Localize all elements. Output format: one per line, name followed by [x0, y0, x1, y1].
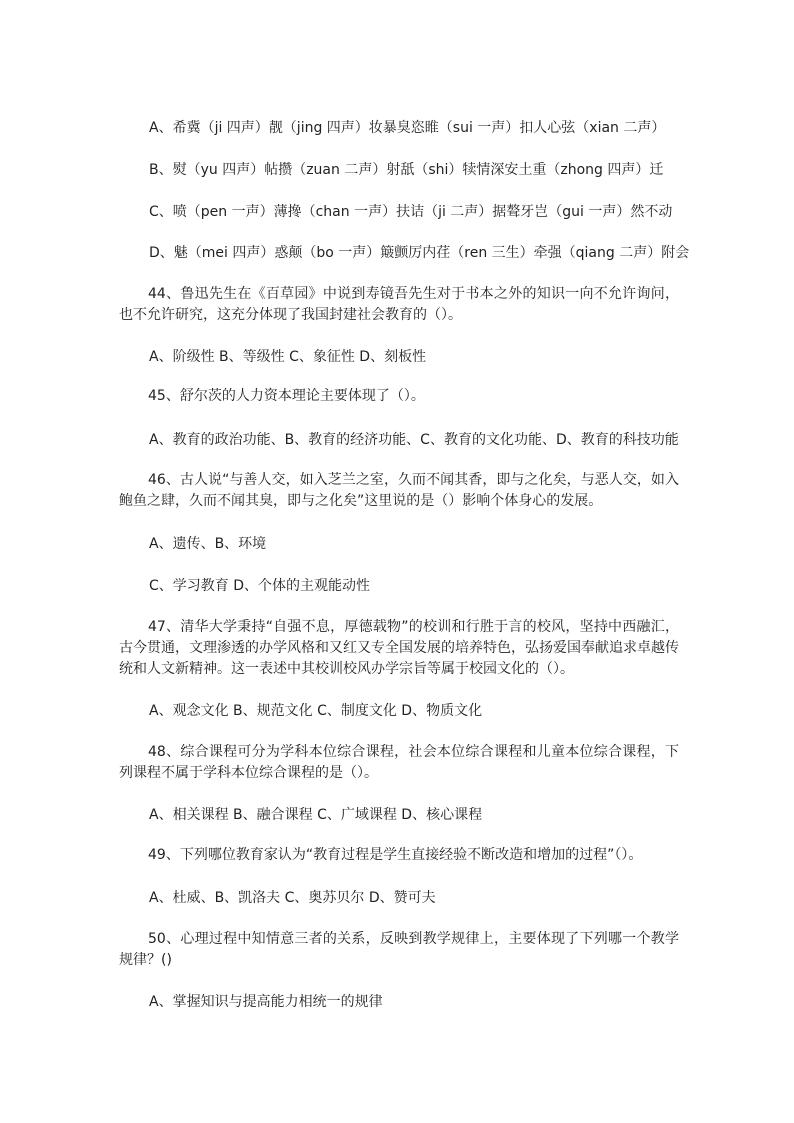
q46-stem: 46、古人说“与善人交，如入芝兰之室，久而不闻其香，即与之化矣，与恶人交，如入鲍鱼之肆，久而不闻其臭，即与之化矣”这里说的是（）影响个体身心的发展。 — [119, 472, 679, 509]
q43-option-d: D、魅（mei 四声）惑颠（bo 一声）簸颤厉内荏（ren 三生）牵强（qiang 二声）附会 — [149, 245, 690, 261]
q49-options: A、杜威、B、凯洛夫 C、奥苏贝尔 D、赞可夫 — [149, 890, 436, 906]
q43-option-a: A、希冀（ji 四声）靓（jing 四声）妆暴臭恣睢（sui 一声）扣人心弦（xian 二声） — [149, 120, 666, 136]
q47-stem: 47、清华大学秉持“自强不息，厚德载物”的校训和行胜于言的校风，坚持中西融汇，古今贯通，文理渗透的办学风格和又红又专全国发展的培养特色，弘扬爱国奉献追求卓越传统和人文新精神。这一表述中其校训校风办学宗旨等属于校园文化的（）。 — [119, 619, 679, 677]
q46-options-line2: C、学习教育 D、个体的主观能动性 — [149, 578, 371, 594]
q48-stem: 48、综合课程可分为学科本位综合课程，社会本位综合课程和儿童本位综合课程，下列课程不属于学科本位综合课程的是（）。 — [119, 744, 679, 781]
q45-options: A、教育的政治功能、B、教育的经济功能、C、教育的文化功能、D、教育的科技功能 — [149, 432, 679, 448]
q45-stem: 45、舒尔茨的人力资本理论主要体现了（）。 — [148, 388, 425, 404]
q44-stem: 44、鲁迅先生在《百草园》中说到寿镜吾先生对于书本之外的知识一向不允许询问，也不允许研究，这充分体现了我国封建社会教育的（）。 — [119, 286, 679, 323]
q50-stem: 50、心理过程中知情意三者的关系，反映到教学规律上，主要体现了下列哪一个教学规律？() — [119, 931, 679, 968]
q49-stem: 49、下列哪位教育家认为“教育过程是学生直接经验不断改造和增加的过程”（）。 — [148, 847, 643, 863]
q46-options-line1: A、遗传、B、环境 — [149, 536, 267, 552]
q43-option-b: B、熨（yu 四声）帖攒（zuan 二声）射舐（shi）犊情深安土重（zhong 四声）迁 — [149, 162, 664, 178]
q44-options: A、阶级性 B、等级性 C、象征性 D、刻板性 — [149, 349, 427, 365]
q47-options: A、观念文化 B、规范文化 C、制度文化 D、物质文化 — [149, 703, 483, 719]
q48-options: A、相关课程 B、融合课程 C、广域课程 D、核心课程 — [149, 807, 483, 823]
q43-option-c: C、喷（pen 一声）薄搀（chan 一声）扶诘（ji 二声）据聱牙岂（gui 一声）然不动 — [149, 204, 673, 220]
q50-option-a: A、掌握知识与提高能力相统一的规律 — [149, 994, 383, 1010]
